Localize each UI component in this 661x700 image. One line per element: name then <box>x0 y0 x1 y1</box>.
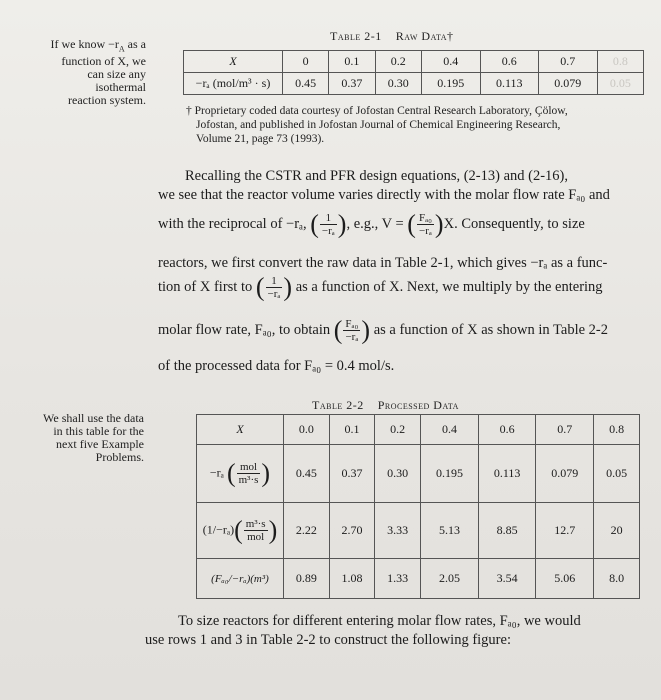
fraction-numerator: Fₐ₀ <box>345 318 359 330</box>
paragraph-line-with-equation: with the reciprocal of −rₐ, ( $\frac{1}{\text{−rₐ}}$ ), e.g., V = ( $\frac{\text{Fₐ₀}}{\text{−rₐ}}$ )X. Consequently, to size <box>158 209 585 239</box>
margin-note-line: as a <box>124 37 146 51</box>
paragraph-line-with-equation: molar flow rate, Fₐ₀, to obtain ( $\frac{\text{Fₐ₀}}{\text{−rₐ}}$ ) as a function of X as shown in Table 2-2 <box>158 315 608 345</box>
table-cell: 8.0 <box>594 559 640 599</box>
table-row <box>197 445 640 503</box>
table-cell: 3.54 <box>479 559 536 599</box>
table-number: Table 2-1 <box>330 29 382 43</box>
table-row <box>184 51 644 73</box>
table-row <box>197 503 640 559</box>
table-cell: 0.195 <box>421 73 480 95</box>
row-label: (Fₐ₀/−rₐ)(m³) <box>197 559 284 599</box>
table-cell: 0.45 <box>284 445 330 503</box>
table-cell: 0.05 <box>594 445 640 503</box>
table-row <box>184 73 644 95</box>
table-row <box>197 559 640 599</box>
margin-note-line: reaction system. <box>68 93 146 108</box>
table-cell: 0 <box>283 51 329 73</box>
flow-fraction <box>343 318 360 343</box>
table-cell: 0.2 <box>375 51 421 73</box>
footnote-line: Jofostan, and published in Jofostan Journal of Chemical Engineering Research, <box>196 119 561 131</box>
table-cell: 0.079 <box>536 445 594 503</box>
table-cell: 0.0 <box>284 415 330 445</box>
margin-note-line: in this table for the <box>53 424 144 438</box>
fraction-denominator: −rₐ <box>419 225 432 237</box>
table-cell: 1.08 <box>329 559 375 599</box>
row-label-part: (1/−rₐ) <box>202 522 235 537</box>
paragraph-text: molar flow rate, Fₐ₀, to obtain <box>158 321 331 338</box>
paragraph-line: Recalling the CSTR and PFR design equations, (2-13) and (2-16), <box>185 168 568 184</box>
table-cell: 0.7 <box>536 415 594 445</box>
table-cell: 0.8 <box>597 51 643 73</box>
footnote-line: † Proprietary coded data courtesy of Jofostan Central Research Laboratory, Çölow, <box>186 105 568 117</box>
table-cell: 8.85 <box>479 503 536 559</box>
table-cell: 2.22 <box>284 503 330 559</box>
table-cell: 0.079 <box>538 73 597 95</box>
processed-data-table <box>196 414 640 599</box>
table-cell: 0.1 <box>329 415 375 445</box>
footnote <box>186 104 646 146</box>
margin-note-line: Problems. <box>95 450 144 464</box>
table-cell: 0.45 <box>283 73 329 95</box>
fraction-numerator: Fₐ₀ <box>418 212 432 224</box>
table-caption <box>312 398 459 413</box>
fraction-denominator: m³·s <box>238 474 259 486</box>
raw-data-table <box>183 50 644 95</box>
paragraph-text: with the reciprocal of −rₐ, <box>158 215 307 232</box>
reciprocal-fraction <box>320 212 337 237</box>
table-cell: 0.2 <box>375 415 421 445</box>
table-cell: 0.6 <box>479 415 536 445</box>
table-cell: 0.113 <box>480 73 538 95</box>
table-cell: 2.70 <box>329 503 375 559</box>
paragraph-line: use rows 1 and 3 in Table 2-2 to construct the following figure: <box>145 632 511 648</box>
table-cell: 0.37 <box>329 73 375 95</box>
fraction-denominator: −rₐ <box>267 288 281 300</box>
margin-note-subscript: A <box>118 44 125 54</box>
table-row <box>197 415 640 445</box>
table-cell: 0.8 <box>594 415 640 445</box>
margin-note-line: function of X, we <box>61 54 146 69</box>
table-cell: 0.89 <box>284 559 330 599</box>
table-cell: 0.195 <box>420 445 478 503</box>
paragraph-line-with-equation: tion of X first to ( $\frac{1}{\text{−rₐ}}$ ) as a function of X. Next, we multiply by the entering <box>158 272 603 302</box>
table-cell: 12.7 <box>536 503 594 559</box>
units-fraction <box>237 461 261 486</box>
reciprocal-fraction <box>266 275 283 300</box>
row-label: −rₐ ( $\frac{\text{mol}}{\text{m³·s}}$ ) <box>197 445 284 503</box>
table-cell: 0.30 <box>375 445 421 503</box>
paragraph-text: as a function of X as shown in Table 2-2 <box>373 321 608 338</box>
margin-note-line: can size any <box>87 67 146 82</box>
table-cell: 0.113 <box>479 445 536 503</box>
margin-note-sizing <box>20 38 146 107</box>
footnote-line: Volume 21, page 73 (1993). <box>196 133 325 145</box>
paragraph-line: of the processed data for Fₐ₀ = 0.4 mol/s. <box>158 358 395 374</box>
fraction-numerator: m³·s <box>245 518 266 530</box>
row-label: X <box>197 415 284 445</box>
paragraph-text: as a function of X. Next, we multiply by the entering <box>295 278 603 295</box>
row-label-part: −rₐ <box>209 465 224 480</box>
row-label: X <box>184 51 283 73</box>
table-cell: 2.05 <box>420 559 478 599</box>
margin-note-line: If we know −r <box>50 37 119 51</box>
fraction-numerator: 1 <box>320 212 337 225</box>
table-cell: 0.6 <box>480 51 538 73</box>
paragraph-text: , e.g., V = <box>346 215 404 232</box>
table-cell: 0.30 <box>375 73 421 95</box>
table-number: Table 2-2 <box>312 398 364 412</box>
margin-note-line: next five Example <box>56 437 144 451</box>
table-cell: 0.05 <box>597 73 643 95</box>
table-cell: 3.33 <box>375 503 421 559</box>
fraction-numerator: mol <box>237 461 261 474</box>
table-cell: 0.7 <box>538 51 597 73</box>
fraction-numerator: 1 <box>266 275 283 288</box>
fraction-denominator: −rₐ <box>345 331 359 343</box>
table-title: Processed Data <box>377 398 459 412</box>
margin-note-line: We shall use the data <box>43 411 144 425</box>
units-fraction <box>244 518 268 543</box>
table-cell: 5.06 <box>536 559 594 599</box>
table-cell: 20 <box>594 503 640 559</box>
paragraph-text: tion of X first to <box>158 278 253 295</box>
paragraph-line: reactors, we first convert the raw data in Table 2-1, which gives −rₐ as a func- <box>158 255 608 271</box>
table-caption <box>330 29 454 44</box>
row-label: −rₐ (mol/m³ · s) <box>184 73 283 95</box>
table-cell: 1.33 <box>375 559 421 599</box>
table-cell: 5.13 <box>420 503 478 559</box>
table-cell: 0.1 <box>329 51 375 73</box>
row-label: (1/−rₐ)( $\frac{\text{m³·s}}{\text{mol}}$ ) <box>197 503 284 559</box>
paragraph-line: we see that the reactor volume varies directly with the molar flow rate Fₐ₀ and <box>158 187 610 203</box>
fraction-denominator: −rₐ <box>321 225 335 237</box>
table-cell: 0.4 <box>420 415 478 445</box>
table-title: Raw Data† <box>395 29 454 43</box>
table-cell: 0.37 <box>329 445 375 503</box>
paragraph-line: To size reactors for different entering molar flow rates, Fₐ₀, we would <box>178 613 581 629</box>
margin-note-line: isothermal <box>95 80 146 95</box>
fraction-denominator: mol <box>247 531 265 543</box>
margin-note-example <box>20 412 144 464</box>
table-cell: 0.4 <box>421 51 480 73</box>
flow-fraction <box>417 212 434 237</box>
paragraph-text: X. Consequently, to size <box>443 215 585 232</box>
